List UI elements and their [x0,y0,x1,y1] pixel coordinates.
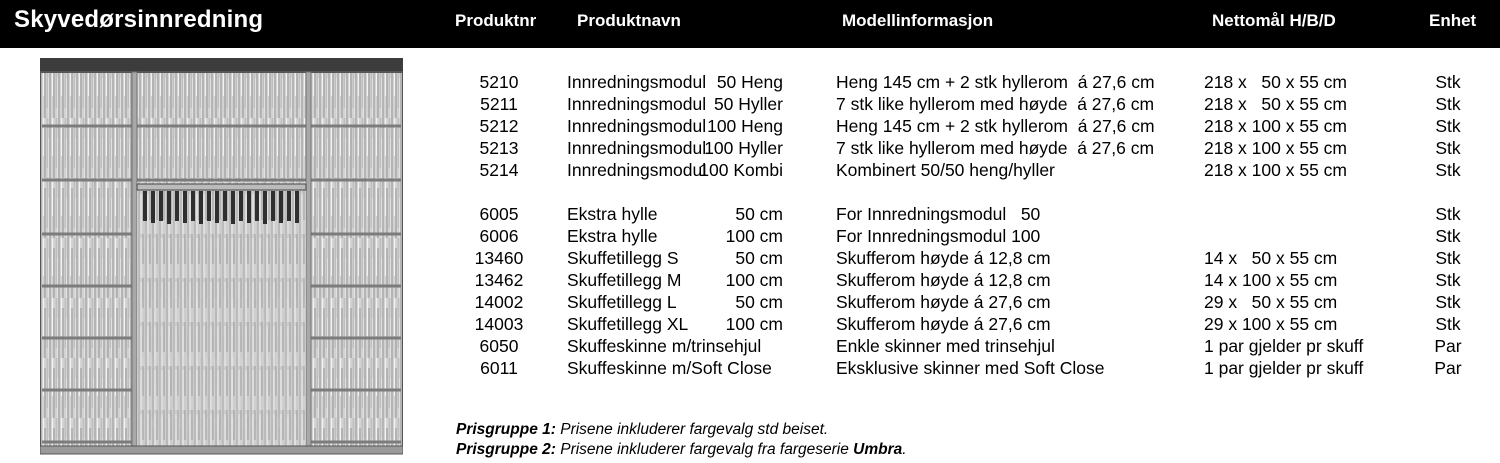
column-header-enhet: Enhet [1429,11,1477,30]
enhet-cell: Stk [1435,160,1461,180]
modell-cell: Skufferom høyde á 12,8 cm [836,270,1051,290]
table-row [0,160,1500,182]
produktnr-cell: 6011 [480,358,518,378]
price-group-notes [456,420,907,460]
produktnr-cell: 6006 [479,226,519,246]
table-row [0,94,1500,116]
note-text-end: . [902,441,907,458]
table-row [0,72,1500,94]
note-label: Prisgruppe 2: [456,441,556,458]
enhet-cell: Stk [1435,204,1461,224]
page-title: Skyvedørsinnredning [14,6,264,33]
table-row [0,336,1500,358]
enhet-cell: Stk [1435,248,1461,268]
produktnavn-cell: Innredningsmodul [567,94,707,114]
table-row [0,138,1500,160]
size-cell: 100 cm [725,314,783,334]
produktnr-cell: 5214 [479,160,519,180]
note-prisgruppe-2 [456,440,907,460]
mal-cell: 1 par gjelder pr skuff [1204,358,1364,378]
produktnr-cell: 5211 [480,94,518,114]
table-row [0,358,1500,380]
produktnr-cell: 6005 [479,204,519,224]
produktnavn-cell: Skuffeskinne m/trinsehjul [567,336,762,356]
header-bar [0,0,1500,48]
produktnavn-cell: Innredningsmodul [567,160,707,180]
enhet-cell: Stk [1435,72,1461,92]
enhet-cell: Stk [1435,138,1461,158]
produktnr-cell: 13462 [474,270,524,290]
mal-cell: 218 x 100 x 55 cm [1204,160,1347,180]
enhet-cell: Stk [1435,314,1461,334]
enhet-cell: Stk [1435,116,1461,136]
produktnr-cell: 13460 [474,248,524,268]
table-row [0,204,1500,226]
note-color-series: Umbra [853,441,903,458]
modell-cell: Enkle skinner med trinsehjul [836,336,1055,356]
produktnavn-cell: Skuffetillegg XL [567,314,689,334]
produktnavn-cell: Ekstra hylle [567,226,658,246]
mal-cell: 218 x 50 x 55 cm [1204,94,1347,114]
produktnr-cell: 14002 [474,292,524,312]
produktnr-cell: 14003 [474,314,524,334]
produktnavn-cell: Skuffetillegg L [567,292,677,312]
table-row [0,248,1500,270]
column-header-produktnavn: Produktnavn [577,11,681,30]
mal-cell: 14 x 100 x 55 cm [1204,270,1338,290]
size-cell: 50 Heng [716,72,783,92]
modell-cell: Kombinert 50/50 heng/hyller [836,160,1055,180]
modell-cell: Heng 145 cm + 2 stk hyllerom á 27,6 cm [836,116,1155,136]
table-row [0,314,1500,336]
produktnavn-cell: Innredningsmodul [567,138,707,158]
produktnavn-cell: Innredningsmodul [567,72,707,92]
modell-cell: Heng 145 cm + 2 stk hyllerom á 27,6 cm [836,72,1155,92]
enhet-cell: Stk [1435,226,1461,246]
enhet-cell: Stk [1435,94,1461,114]
mal-cell: 14 x 50 x 55 cm [1204,248,1338,268]
size-cell: 100 Kombi [699,160,783,180]
table-row [0,116,1500,138]
produktnr-cell: 5212 [479,116,519,136]
modell-cell: 7 stk like hyllerom med høyde á 27,6 cm [836,138,1155,158]
enhet-cell: Stk [1435,292,1461,312]
mal-cell: 29 x 100 x 55 cm [1204,314,1338,334]
mal-cell: 218 x 50 x 55 cm [1204,72,1347,92]
size-cell: 50 cm [735,204,783,224]
size-cell: 100 cm [725,270,783,290]
table-row [0,292,1500,314]
enhet-cell: Par [1434,336,1462,356]
table-row [0,270,1500,292]
size-cell: 50 cm [735,292,783,312]
column-header-nettomal: Nettomål H/B/D [1212,11,1336,30]
produktnr-cell: 5210 [479,72,519,92]
note-text: Prisene inkluderer fargevalg std beiset. [555,421,829,438]
produktnr-cell: 5213 [479,138,519,158]
modell-cell: For Innredningsmodul 50 [836,204,1041,224]
produktnavn-cell: Skuffetillegg S [567,248,679,268]
size-cell: 50 Hyller [713,94,783,114]
enhet-cell: Par [1434,358,1462,378]
size-cell: 100 Heng [707,116,783,136]
mal-cell: 29 x 50 x 55 cm [1204,292,1338,312]
modell-cell: Skufferom høyde á 12,8 cm [836,248,1051,268]
column-header-produktnr: Produktnr [455,11,537,30]
mal-cell: 218 x 100 x 55 cm [1204,116,1347,136]
size-cell: 50 cm [735,248,783,268]
note-prisgruppe-1 [456,420,907,440]
enhet-cell: Stk [1435,270,1461,290]
size-cell: 100 cm [725,226,783,246]
modell-cell: 7 stk like hyllerom med høyde á 27,6 cm [836,94,1155,114]
modell-cell: For Innredningsmodul 100 [836,226,1041,246]
column-header-modellinformasjon: Modellinformasjon [842,11,994,30]
size-cell: 100 Hyller [704,138,783,158]
produktnavn-cell: Skuffeskinne m/Soft Close [567,358,772,378]
modell-cell: Skufferom høyde á 27,6 cm [836,292,1051,312]
produktnavn-cell: Ekstra hylle [567,204,658,224]
table-row [0,226,1500,248]
produktnavn-cell: Innredningsmodul [567,116,707,136]
note-label: Prisgruppe 1: [456,421,556,438]
note-text: Prisene inkluderer fargevalg fra fargeserie [555,441,854,458]
produktnavn-cell: Skuffetillegg M [567,270,682,290]
modell-cell: Skufferom høyde á 27,6 cm [836,314,1051,334]
mal-cell: 1 par gjelder pr skuff [1204,336,1364,356]
produktnr-cell: 6050 [479,336,519,356]
mal-cell: 218 x 100 x 55 cm [1204,138,1347,158]
modell-cell: Eksklusive skinner med Soft Close [836,358,1105,378]
